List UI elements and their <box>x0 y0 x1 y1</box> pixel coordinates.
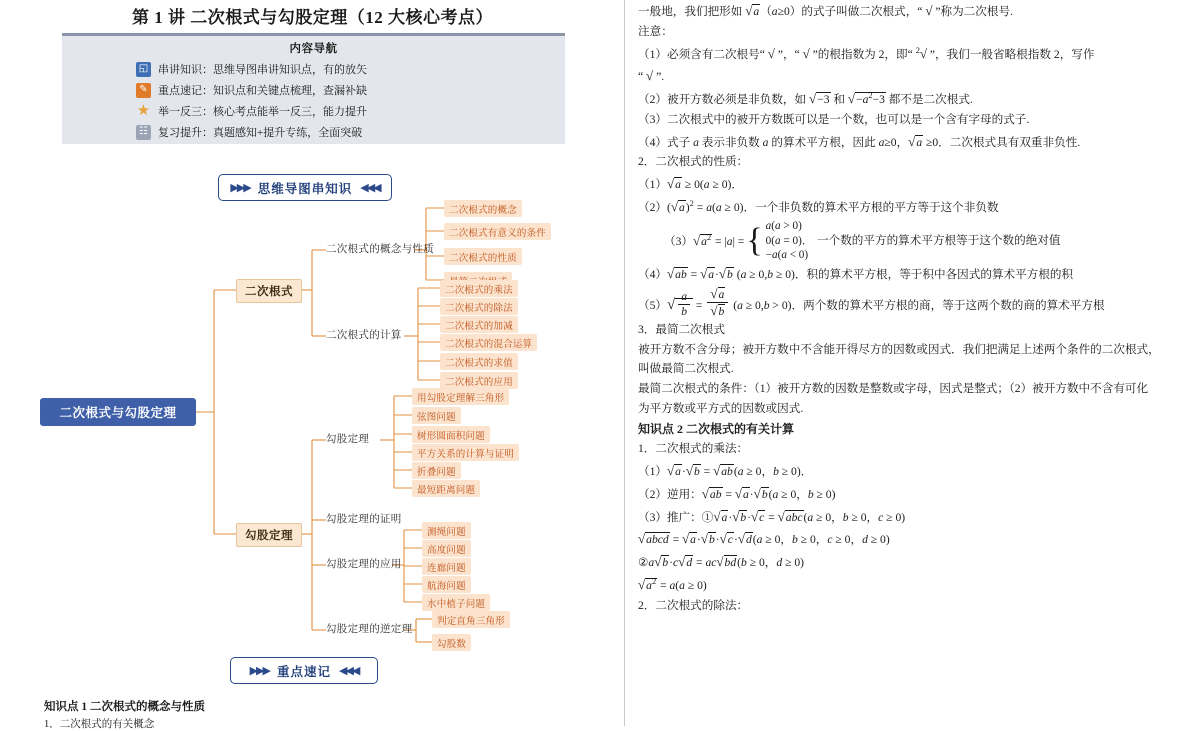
mindmap-group-label: 勾股定理的应用 <box>326 559 402 570</box>
section-3-line-3: 最简二次根式的条件：（1）被开方数的因数是整数或字母，因式是整式；（2）被开方数中不含有可化 <box>638 382 1149 396</box>
notice-item-1: （1）必须含有二次根号“ √ ”，“ √ ”的根指数为 2，即“ $^2$√ ”，我们一般省略根指数 2，写作 <box>638 45 1095 61</box>
kp2-section-2-title: 2．二次根式的除法： <box>638 598 749 612</box>
nav-row <box>136 61 565 77</box>
intro-paragraph: 一般地，我们把形如 √a（a≥0）的式子叫做二次根式，“ √ ”称为二次根号. <box>638 3 1013 18</box>
mindmap-leaf: 二次根式的求值 <box>440 353 518 370</box>
kp2-item-1: （1）√a·√b = √ab(a ≥ 0，b ≥ 0)． <box>638 463 813 479</box>
nav-box-title: 内容导航 <box>289 43 338 55</box>
section-2-item-5: （5）√ $\frac{a}{b}$ = $\frac{√a}{√b}$ (a ≥ 0,b > 0)．两个数的算术平方根的商，等于这两个数的商的算术平方根 <box>638 285 1105 319</box>
review-icon: ☷ <box>136 125 151 140</box>
mindmap <box>0 200 625 650</box>
right-column <box>626 0 1200 726</box>
section-2-item-3: $(3)√a^2 = |a|$ = { a(a > 0) 0(a = 0)． −a(a < 0) 一个数的平方的算术平方根等于这个数的绝对值 <box>664 219 1061 262</box>
content-navigation-box <box>62 33 565 144</box>
section-3-line-1: 被开方数不含分母；被开方数中不含能开得尽方的因数或因式．我们把满足上述两个条件的二次根式， <box>638 342 1160 356</box>
kp2-item-4: √abcd = √a·√b·√c·√d(a ≥ 0，b ≥ 0，c ≥ 0，d ≥ 0) <box>638 531 890 547</box>
star-icon: ★ <box>136 102 151 119</box>
mindmap-group-label: 勾股定理的证明 <box>326 514 402 525</box>
kp2-section-1-title: 1．二次根式的乘法： <box>638 442 749 456</box>
knowledge-point-1-sub: 1．二次根式的有关概念 <box>44 719 155 730</box>
mindmap-group-label: 二次根式的概念与性质 <box>326 244 434 255</box>
mindmap-leaf: 二次根式的应用 <box>440 372 518 389</box>
mindmap-group-label: 二次根式的计算 <box>326 330 402 341</box>
knowledge-point-1-heading: 知识点 1 二次根式的概念与性质 <box>44 701 205 713</box>
section-2-item-4: （4）√ab = √a·√b (a ≥ 0,b ≥ 0)．积的算术平方根，等于积中各因式的算术平方根的积 <box>638 266 1074 282</box>
section-banner-label: 重点速记 <box>276 664 331 679</box>
arrow-left-icon: ◀◀◀ <box>339 665 359 677</box>
mindmap-leaf: 水中植子问题 <box>422 594 490 611</box>
mindmap-leaf: 平方关系的计算与证明 <box>412 444 519 461</box>
kp2-item-2: （2）逆用：√ab = √a·√b(a ≥ 0，b ≥ 0) <box>638 485 836 501</box>
arrow-right-icon: ▶▶▶ <box>249 665 269 677</box>
section-2-item-2: $(2)(√a)^2 = a(a \ge 0)$．一个非负数的算术平方根的平方等于这个非负数 <box>638 199 999 215</box>
kp2-item-6: $√a^2 = a(a \ge 0)$ <box>638 576 707 592</box>
arrow-right-icon: ▶▶▶ <box>230 182 250 194</box>
right-column-text <box>638 0 1194 617</box>
nav-row-label: 举一反三：核心考点能举一反三，能力提升 <box>158 106 367 118</box>
mindmap-leaf: 二次根式的乘法 <box>440 280 518 297</box>
section-2-item-1: （1）√a ≥ 0(a ≥ 0)． <box>638 176 743 192</box>
mindmap-leaf: 树形圆面积问题 <box>412 426 490 443</box>
mindmap-branch-1: 二次根式 <box>236 279 302 303</box>
section-3-line-4: 为平方数或平方式的因数或因式. <box>638 402 804 416</box>
section-3-line-2: 叫做最简二次根式. <box>638 362 734 376</box>
mindmap-leaf: 勾股数 <box>432 634 471 651</box>
mindmap-leaf: 二次根式有意义的条件 <box>444 223 551 240</box>
knowledge-point-2-heading: 知识点 2 二次根式的有关计算 <box>638 421 795 436</box>
mindmap-group-label: 勾股定理的逆定理 <box>326 624 413 635</box>
nav-row-label: 重点速记：知识点和关键点梳理，查漏补缺 <box>158 85 367 97</box>
notice-item-4: （4）式子 a 表示非负数 a 的算术平方根，因此 a≥0，√a ≥0．二次根式具有双重非负性. <box>638 133 1081 149</box>
mindmap-root-node: 二次根式与勾股定理 <box>40 398 196 426</box>
mindmap-leaf: 折叠问题 <box>412 462 461 479</box>
arrow-left-icon: ◀◀◀ <box>360 182 380 194</box>
nav-row-label: 复习提升：真题感知+提升专练，全面突破 <box>158 127 363 139</box>
section-banner-review <box>230 657 378 684</box>
mindmap-leaf: 航海问题 <box>422 576 471 593</box>
mindmap-branch-2: 勾股定理 <box>236 523 302 547</box>
mindmap-leaf: 弦图问题 <box>412 407 461 424</box>
kp2-item-3: （3）推广：①√a·√b·√c = √abc(a ≥ 0，b ≥ 0，c ≥ 0) <box>638 508 906 524</box>
page-title: 第 1 讲 二次根式与勾股定理（12 大核心考点） <box>132 8 493 27</box>
notice-item-1-cont: “ √ ”. <box>638 68 665 84</box>
mindmap-leaf: 最短距离问题 <box>412 480 480 497</box>
mindmap-leaf: 二次根式的混合运算 <box>440 334 537 351</box>
section-banner-mindmap <box>218 174 392 201</box>
mindmap-leaf: 二次根式的概念 <box>444 200 522 217</box>
mindmap-icon: ◱ <box>136 62 151 77</box>
section-2-title: 2．二次根式的性质： <box>638 155 749 169</box>
mindmap-leaf: 二次根式的性质 <box>444 248 522 265</box>
notice-label: 注意： <box>638 24 673 38</box>
nav-row-label: 串讲知识：思维导图串讲知识点，有的放矢 <box>158 64 367 76</box>
mindmap-leaf: 二次根式的加减 <box>440 316 518 333</box>
section-banner-label: 思维导图串知识 <box>257 181 353 196</box>
key-point-icon: ✎ <box>136 83 151 98</box>
mindmap-leaf: 连廊问题 <box>422 558 471 575</box>
nav-row <box>136 103 565 119</box>
nav-row <box>136 124 565 140</box>
notice-item-2: （2）被开方数必须是非负数，如 √−3 和 $√-a^2-3$ 都不是二次根式. <box>638 91 973 107</box>
mindmap-leaf: 测绳问题 <box>422 522 471 539</box>
mindmap-leaf: 高度问题 <box>422 540 471 557</box>
section-3-title: 3．最简二次根式 <box>638 322 725 336</box>
mindmap-group-label: 勾股定理 <box>326 434 370 445</box>
mindmap-leaf: 用勾股定理解三角形 <box>412 388 509 405</box>
notice-item-3: （3）二次根式中的被开方数既可以是一个数，也可以是一个含有字母的式子. <box>638 112 1030 126</box>
nav-row <box>136 82 565 98</box>
mindmap-leaf: 判定直角三角形 <box>432 611 510 628</box>
mindmap-leaf: 二次根式的除法 <box>440 298 518 315</box>
kp2-item-5: ②a√b·c√d = ac√bd(b ≥ 0，d ≥ 0) <box>638 554 804 570</box>
